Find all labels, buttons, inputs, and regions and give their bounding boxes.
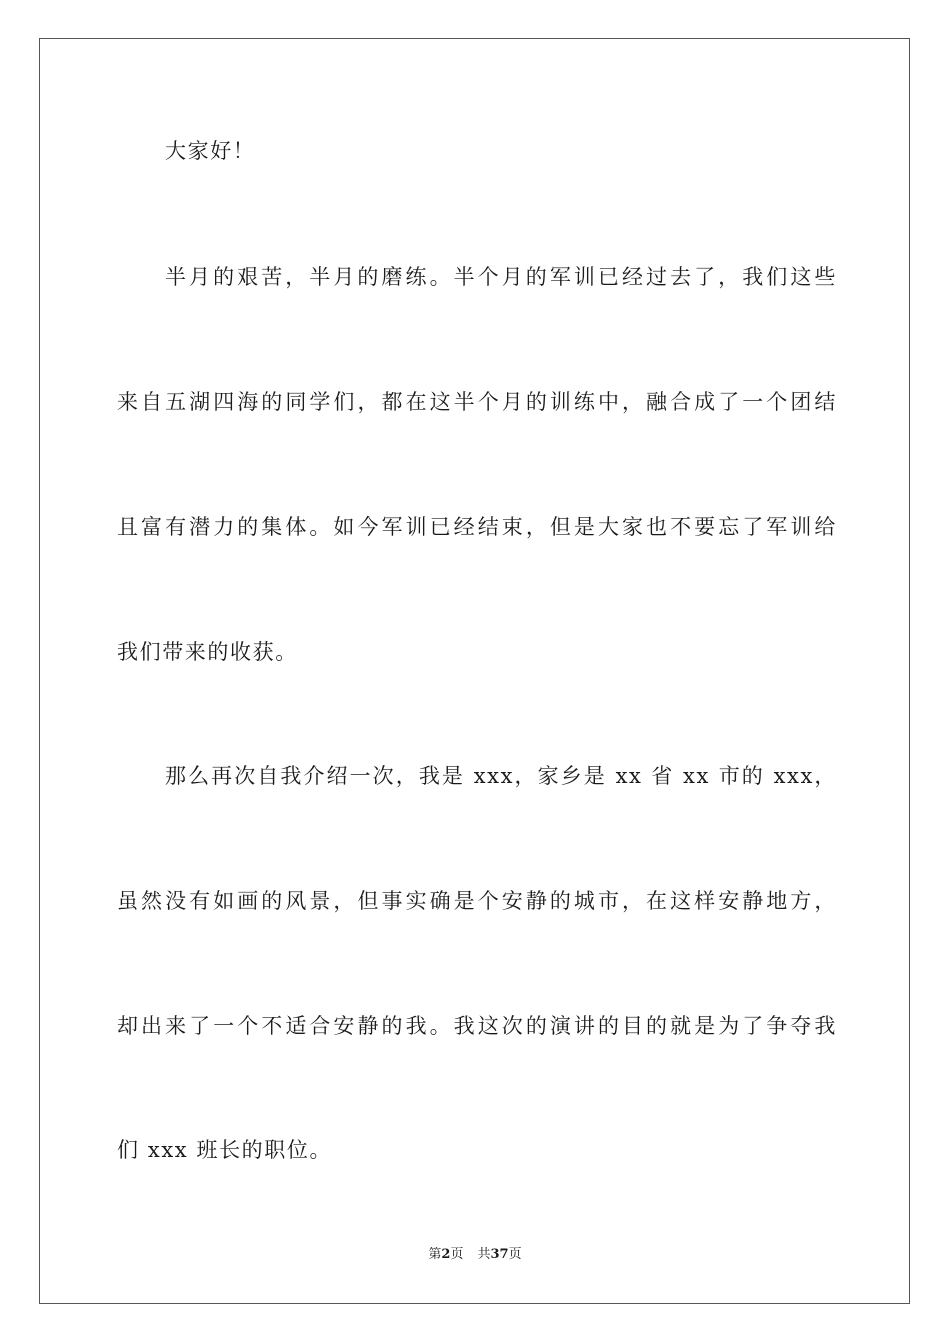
page-prefix: 第 xyxy=(428,1247,442,1262)
total-pages: 37 xyxy=(490,1247,509,1262)
page-border xyxy=(39,38,910,1304)
page-number: 2 xyxy=(441,1247,451,1262)
page-footer xyxy=(0,1246,950,1264)
paragraph-2-line-2: 虽然没有如画的风景，但事实确是个安静的城市，在这样安静地方， xyxy=(117,889,837,913)
total-prefix: 共 xyxy=(477,1247,491,1262)
paragraph-1-line-1: 半月的艰苦，半月的磨练。半个月的军训已经过去了，我们这些 xyxy=(165,265,837,289)
paragraph-2-line-4: 们 xxx 班长的职位。 xyxy=(117,1138,333,1162)
greeting: 大家好！ xyxy=(165,139,256,163)
paragraph-1-line-3: 且富有潜力的集体。如今军训已经结束，但是大家也不要忘了军训给 xyxy=(117,515,837,539)
page-suffix: 页 xyxy=(450,1247,464,1262)
total-suffix: 页 xyxy=(508,1247,522,1262)
paragraph-1-line-4: 我们带来的收获。 xyxy=(117,640,298,664)
paragraph-1-line-2: 来自五湖四海的同学们，都在这半个月的训练中，融合成了一个团结 xyxy=(117,390,837,414)
paragraph-2-line-1: 那么再次自我介绍一次，我是 xxx，家乡是 xx 省 xx 市的 xxx， xyxy=(165,764,837,788)
paragraph-2-line-3: 却出来了一个不适合安静的我。我这次的演讲的目的就是为了争夺我 xyxy=(117,1014,837,1038)
